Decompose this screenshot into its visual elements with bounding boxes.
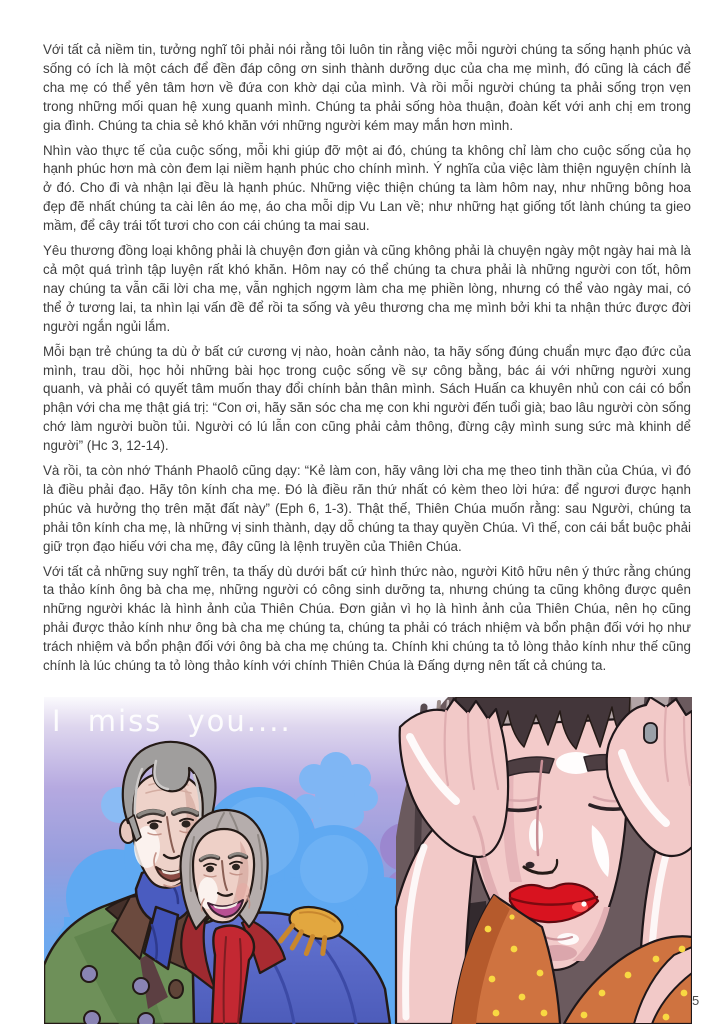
page-number: 5: [692, 993, 700, 1008]
grieving-woman-drawing: [396, 697, 692, 1024]
paragraph: Và rồi, ta còn nhớ Thánh Phaolô cũng dạy: “Kẻ làm con, hãy vâng lời cha mẹ theo tinh thần của Chúa, vì đó là điều phải đạo. Hãy tôn kính cha mẹ. Đó là điều răn thứ nhất có kèm theo lời hứa: để ngươi được hạnh phúc và hưởng thọ trên mặt đất này” (Eph 6, 1-3). Thật thế, Thiên Chúa muốn rằng: sau Người, chúng ta phải tôn kính cha mẹ, là những vị sinh thành, dạy dỗ chúng ta thay quyền Chúa. Vì thế, con cái bắt buộc phải giữ trọn đạo hiếu với cha mẹ, đây cũng là lệnh truyền của Thiên Chúa.: [43, 463, 691, 554]
paragraph: Yêu thương đồng loại không phải là chuyện đơn giản và cũng không phải là chuyện ngày một ngày hai mà là cả một quá trình tập luyện rất khó khăn. Hôm nay có thể chúng ta chưa phải là những người con tốt, hôm nay chúng ta vẫn cãi lời cha mẹ, vẫn nghịch ngợm làm cha mẹ phiền lòng, nhưng có thể vào ngày mai, có thể ở tương lai, ta nhìn lại vấn đề để rồi ta sống và yêu thương cha mẹ mình bởi khi ta nhận thức được đời người ngắn ngủi lắm.: [43, 243, 691, 334]
article-text: [43, 41, 691, 682]
caption-text: I miss you....: [52, 704, 292, 738]
paragraph: Nhìn vào thực tế của cuộc sống, mỗi khi giúp đỡ một ai đó, chúng ta không chỉ làm cho cuộc sống của họ hạnh phúc hơn mà còn đem lại niềm hạnh phúc cho chính mình. Ý nghĩa của việc làm thiện nguyện chính là ở đó. Cho đi và nhận lại đều là hạnh phúc. Những việc thiện chúng ta làm hôm nay, như những bông hoa đẹp đẽ nhất chúng ta cài lên áo mẹ, áo cha mỗi dịp Vu Lan về; như những hạt giống tốt lành chúng ta gieo mầm, để cây trái tốt tươi cho con cái chúng ta mai sau.: [43, 142, 691, 234]
paragraph: Với tất cả niềm tin, tưởng nghĩ tôi phải nói rằng tôi luôn tin rằng việc mỗi người chúng ta sống hạnh phúc và sống có ích là một cách để đền đáp công ơn sinh thành dưỡng dục của cha mẹ mình, đó cũng là cách để cha mẹ có thể yên tâm hơn về đứa con khờ dại của mình. Và rồi mỗi người chúng ta phải sống trọn vẹn trong những mối quan hệ xung quanh mình. Chúng ta phải sống hòa thuận, đoàn kết với anh chị em trong gia đình. Chúng ta chia sẻ khó khăn với những người kém may mắn hơn mình.: [43, 42, 691, 133]
paragraph: Với tất cả những suy nghĩ trên, ta thấy dù dưới bất cứ hình thức nào, người Kitô hữu nên ý thức rằng chúng ta thảo kính ông bà cha mẹ, những người có công sinh dưỡng ta, nhưng chúng ta cũng không được quên những người khác là hình ảnh của Thiên Chúa. Đơn giản vì họ là hình ảnh của Thiên Chúa, nên họ cũng phải được thảo kính như ông bà cha mẹ chúng ta, chúng ta phải có trách nhiệm và bổn phận đối với họ như trách nhiệm và bổn phận đối với ông bà cha mẹ chúng ta. Chính khi chúng ta tỏ lòng thảo kính như thế cũng chính là lúc chúng ta tỏ lòng thảo kính với chính Thiên Chúa là Đấng dựng nên tất cả chúng ta.: [43, 563, 691, 674]
paragraph: Mỗi bạn trẻ chúng ta dù ở bất cứ cương vị nào, hoàn cảnh nào, ta hãy sống đúng chuẩn mực đạo đức của mình, trau dồi, học hỏi những bài học trong cuộc sống về sự công bằng, bác ái với những người xung quanh, và phải có quyết tâm muốn thay đổi chính bản thân mình. Sách Huấn ca khuyên nhủ con cái có bổn phận với cha mẹ thật giá trị: “Con ơi, hãy săn sóc cha mẹ con khi người đến tuổi già; bao lâu người còn sống chớ làm người buồn tủi. Người có lú lẫn con cũng phải cảm thông, đừng cậy mình sung sức mà khinh dể người” (Hc 3, 12-14).: [43, 343, 691, 454]
family-illustration: [44, 697, 692, 1024]
